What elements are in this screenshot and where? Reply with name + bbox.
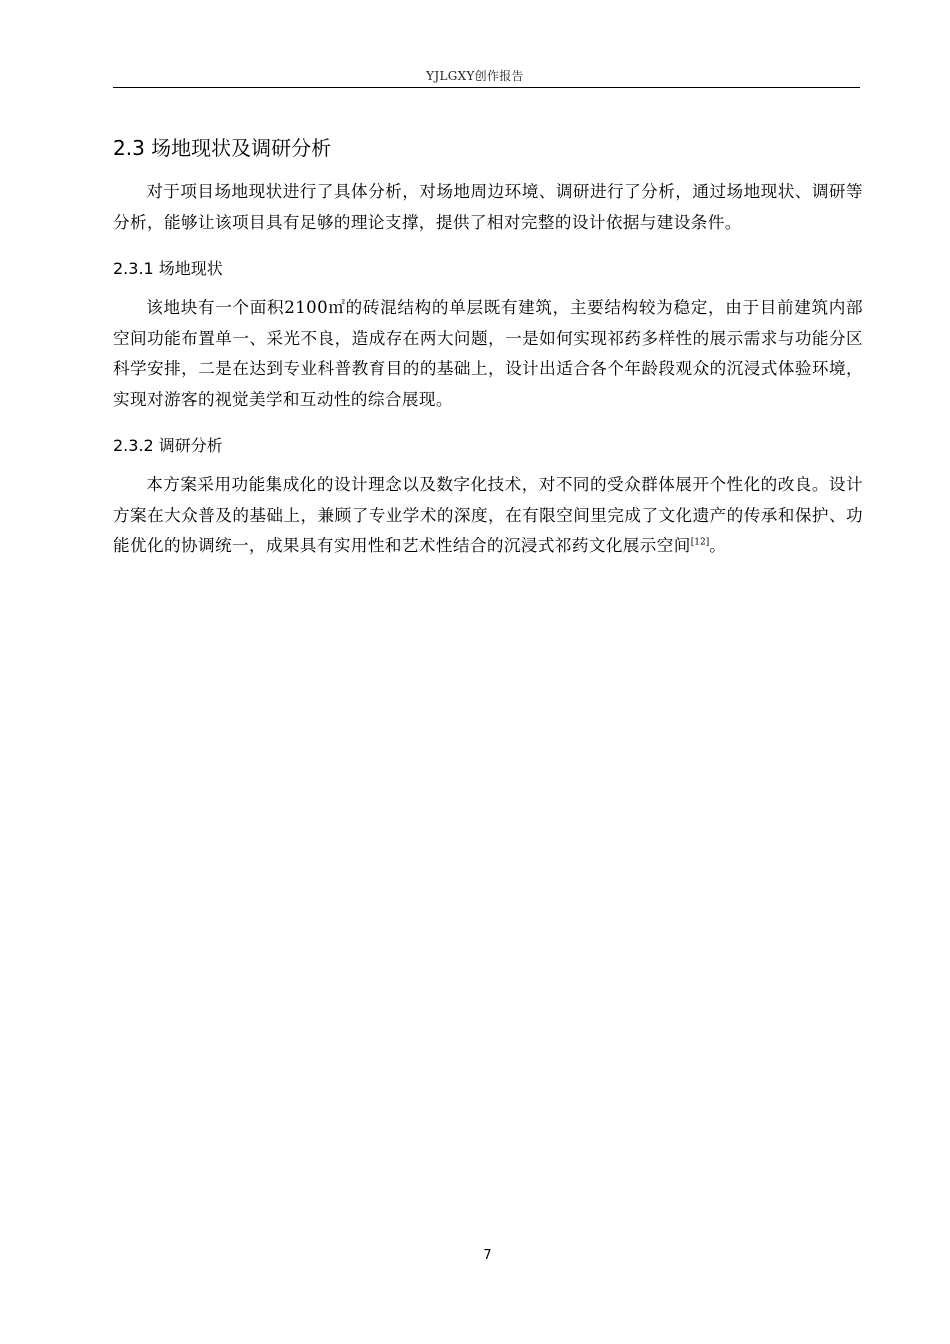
subsection-heading-research-analysis: 2.3.2 调研分析: [113, 436, 223, 455]
section-intro-paragraph: 对于项目场地现状进行了具体分析，对场地周边环境、调研进行了分析，通过场地现状、调研等分析，能够让该项目具有足够的理论支撑，提供了相对完整的设计依据与建设条件。: [113, 182, 863, 232]
header-divider: [113, 87, 860, 88]
research-analysis-text: 本方案采用功能集成化的设计理念以及数字化技术，对不同的受众群体展开个性化的改良。设计方案在大众普及的基础上，兼顾了专业学术的深度，在有限空间里完成了文化遗产的传承和保护、功能优化的协调统一，成果具有实用性和艺术性结合的沉浸式祁药文化展示空间: [113, 475, 863, 555]
citation-reference[interactable]: [12]: [690, 537, 710, 548]
section-heading: 2.3 场地现状及调研分析: [113, 136, 332, 160]
running-header: YJLGXY创作报告: [426, 69, 524, 83]
site-status-paragraph: 该地块有一个面积2100㎡的砖混结构的单层既有建筑，主要结构较为稳定，由于目前建筑内部空间功能布置单一、采光不良，造成存在两大问题，一是如何实现祁药多样性的展示需求与功能分区科学安排，二是在达到专业科普教育目的的基础上，设计出适合各个年龄段观众的沉浸式体验环境，实现对游客的视觉美学和互动性的综合展现。: [113, 298, 863, 409]
subsection-heading-site-status: 2.3.1 场地现状: [113, 259, 223, 278]
paragraph-end-punctuation: 。: [709, 536, 727, 555]
research-analysis-paragraph: [113, 470, 863, 562]
page-number: 7: [483, 1248, 492, 1263]
page-body: [113, 134, 863, 581]
